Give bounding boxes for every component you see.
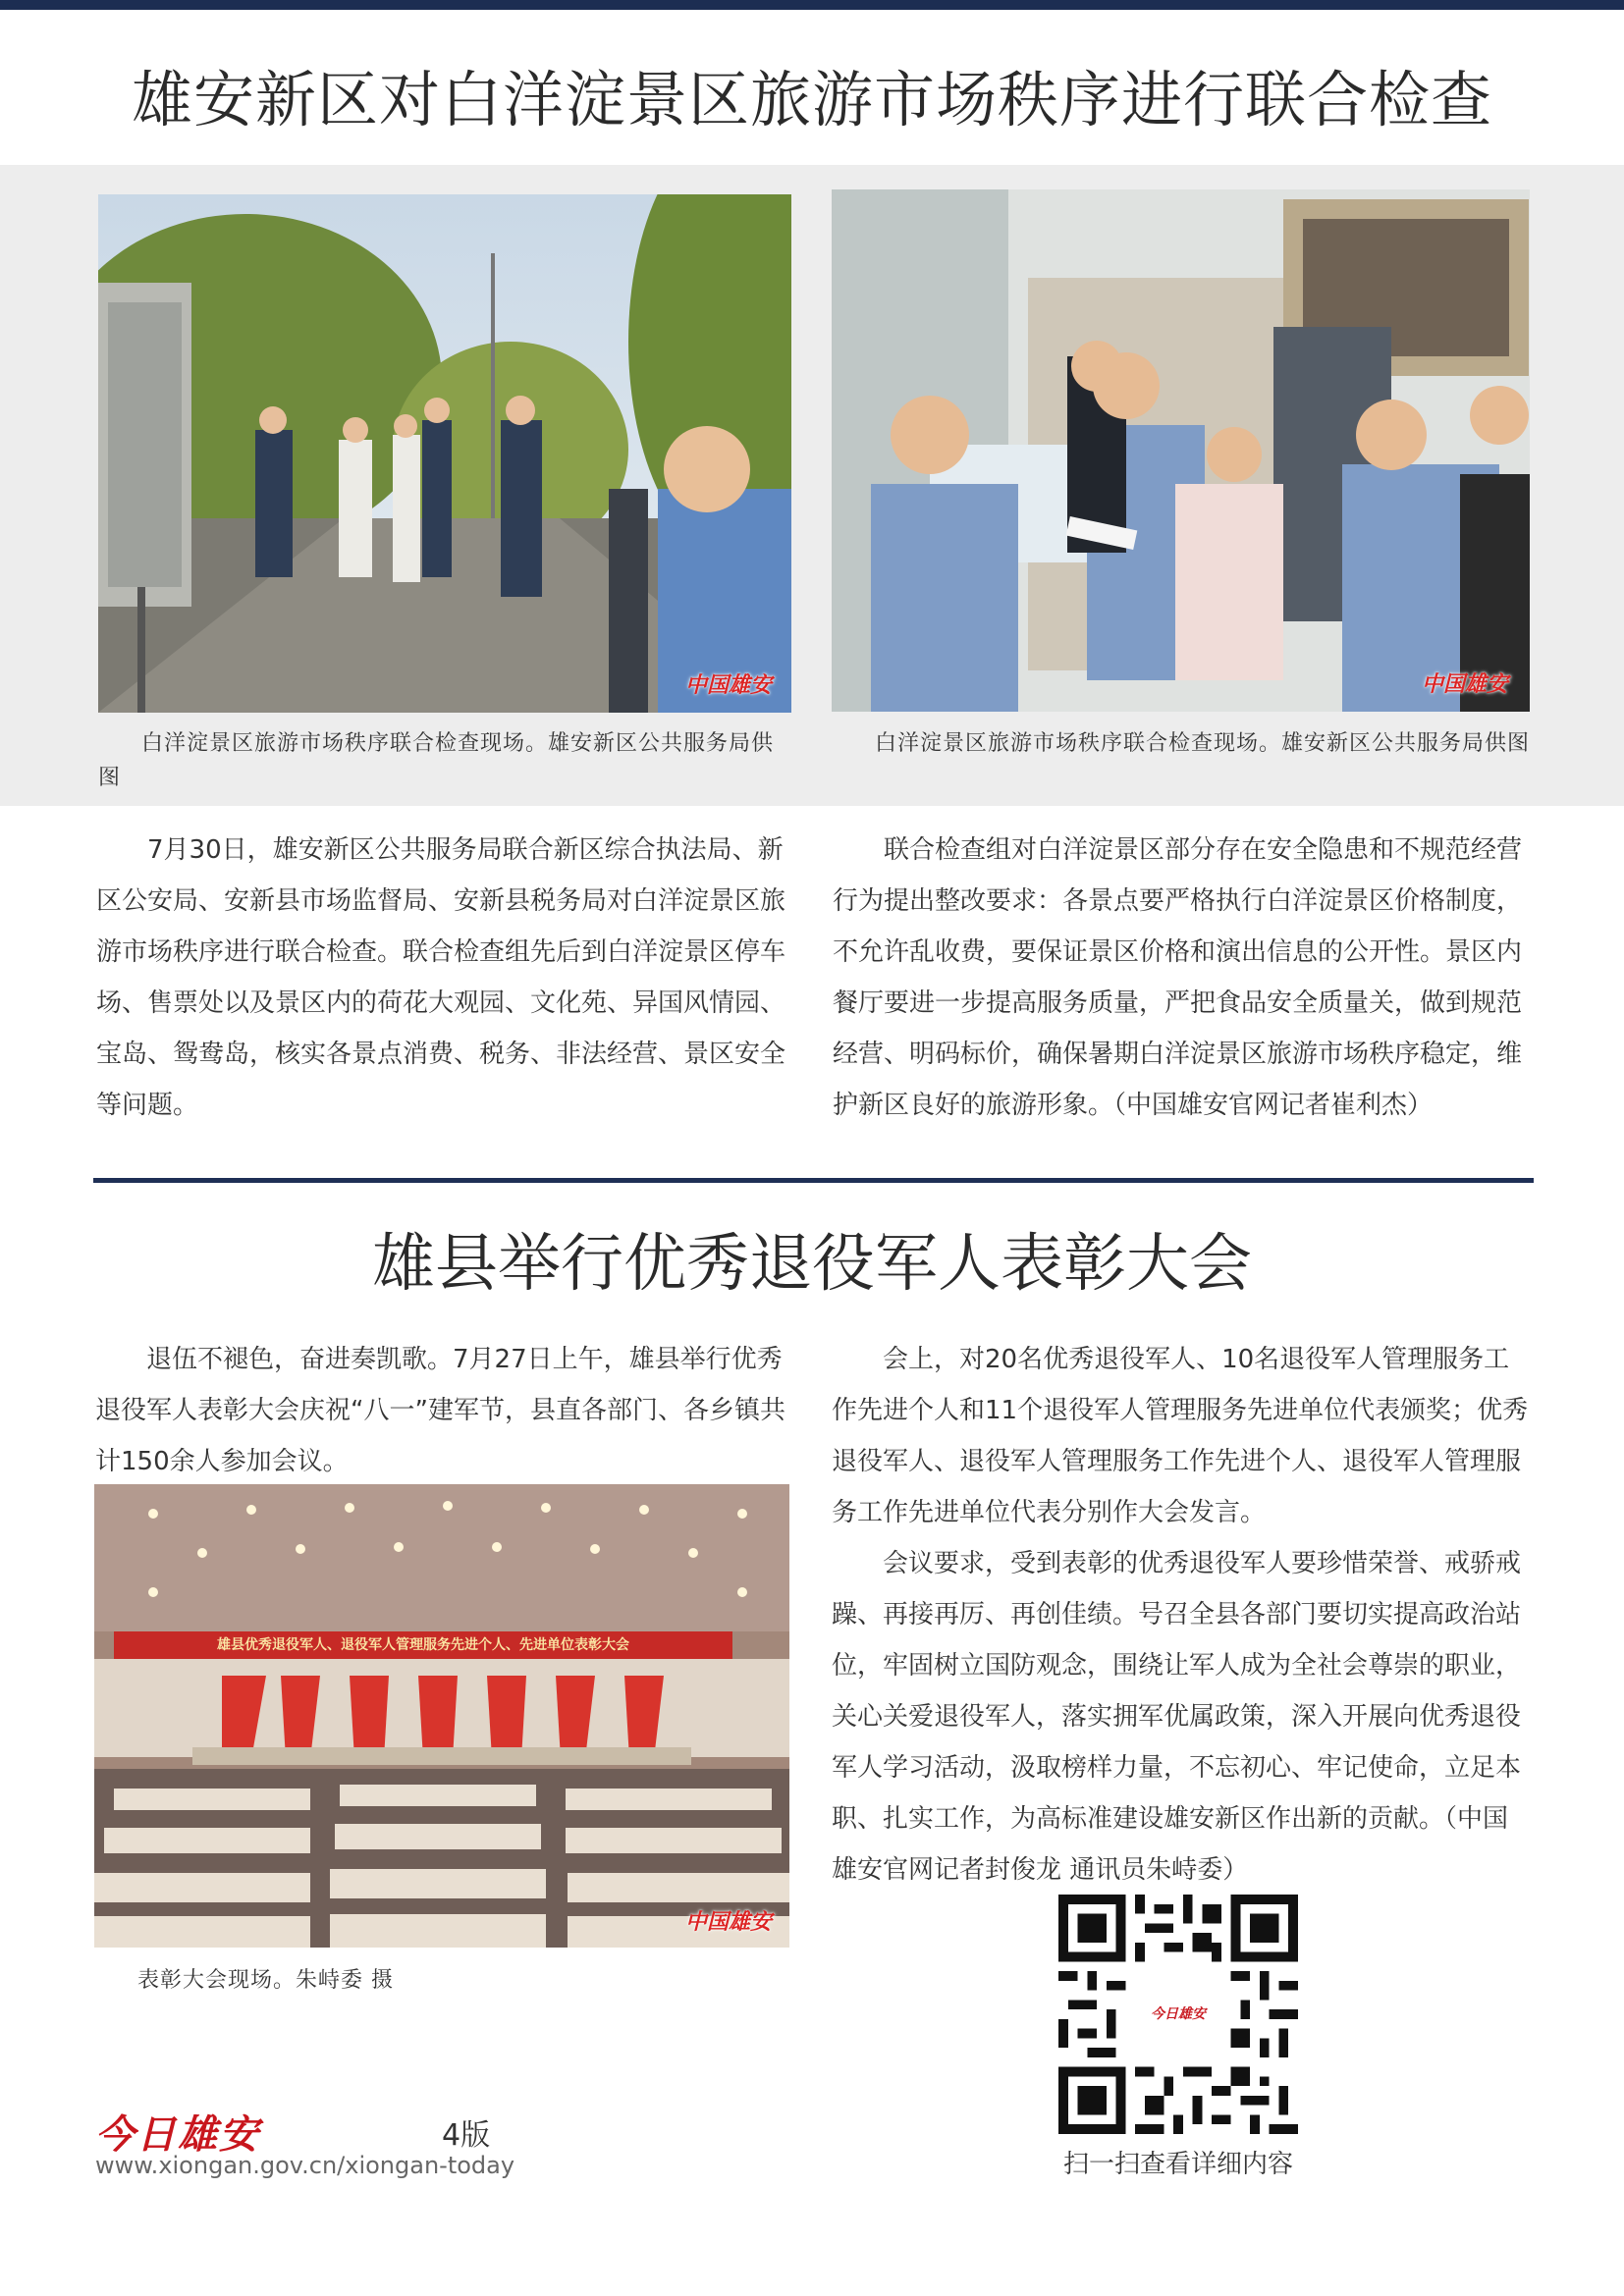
watermark-logo: 中国雄安 (684, 672, 772, 698)
watermark-logo: 中国雄安 (684, 1909, 772, 1935)
article2-photo-caption: 表彰大会现场。朱峙委 摄 (137, 1968, 394, 1993)
article2-photo (94, 1484, 789, 1948)
article2-paragraph: 会上，对20名优秀退役军人、10名退役军人管理服务工作先进个人和11个退役军人管理服务先进单位代表颁奖；优秀退役军人、退役军人管理服务工作先进个人、退役军人管理服务工作先进单位代表分别作大会发言。 (832, 1345, 1529, 1527)
article1-paragraph: 7月30日，雄安新区公共服务局联合新区综合执法局、新区公安局、安新县市场监督局、安新县税务局对白洋淀景区旅游市场秩序进行联合检查。联合检查组先后到白洋淀景区停车场、售票处以及景区内的荷花大观园、文化苑、异国风情园、宝岛、鸳鸯岛，核实各景点消费、税务、非法经营、景区安全等问题。 (96, 835, 786, 1120)
article2-column-left (95, 1334, 792, 1487)
article1-column-right (833, 825, 1530, 1131)
article2-paragraph: 会议要求，受到表彰的优秀退役军人要珍惜荣誉、戒骄戒躁、再接再厉、再创佳绩。号召全县各部门要切实提高政治站位，牢固树立国防观念，围绕让军人成为全社会尊崇的职业，关心关爱退役军人，落实拥军优属政策，深入开展向优秀退役军人学习活动，汲取榜样力量，不忘初心、牢记使命，立足本职、扎实工作，为高标准建设雄安新区作出新的贡献。（中国雄安官网记者封俊龙 通讯员朱峙委） (832, 1549, 1522, 1885)
brand-logo: 今日雄安 (95, 2111, 260, 2158)
qr-caption: 扫一扫查看详细内容 (1062, 2150, 1293, 2179)
article2-title: 雄县举行优秀退役军人表彰大会 (372, 1228, 1252, 1301)
article1-photo-2 (832, 189, 1530, 712)
page-number: 4版 (442, 2118, 491, 2153)
top-accent-bar (0, 0, 1624, 10)
watermark-logo: 中国雄安 (1421, 671, 1508, 697)
article2-column-right (832, 1334, 1531, 1896)
article2-paragraph: 退伍不褪色，奋进奏凯歌。7月27日上午，雄县举行优秀退役军人表彰大会庆祝“八一”建军节，县直各部门、各乡镇共计150余人参加会议。 (95, 1345, 785, 1476)
footer-url-link[interactable]: www.xiongan.gov.cn/xiongan-today (95, 2152, 515, 2179)
qr-center-logo: 今日雄安 (1141, 2001, 1216, 2028)
article1-column-left (96, 825, 791, 1131)
article1-photo-1-caption: 白洋淀景区旅游市场秩序联合检查现场。雄安新区公共服务局供图 (98, 731, 775, 790)
article1-photo-1 (98, 194, 791, 713)
article1-paragraph: 联合检查组对白洋淀景区部分存在安全隐患和不规范经营行为提出整改要求：各景点要严格执行白洋淀景区价格制度，不允许乱收费，要保证景区价格和演出信息的公开性。景区内餐厅要进一步提高服务质量，严把食品安全质量关，做到规范经营、明码标价，确保暑期白洋淀景区旅游市场秩序稳定，维护新区良好的旅游形象。（中国雄安官网记者崔利杰） (833, 835, 1523, 1120)
article1-photo-2-caption: 白洋淀景区旅游市场秩序联合检查现场。雄安新区公共服务局供图 (875, 731, 1531, 756)
section-divider (93, 1178, 1534, 1183)
banner-text: 雄县优秀退役军人、退役军人管理服务先进个人、先进单位表彰大会 (217, 1637, 629, 1653)
article1-title: 雄安新区对白洋淀景区旅游市场秩序进行联合检查 (131, 64, 1492, 135)
qr-code[interactable] (1058, 1895, 1298, 2134)
